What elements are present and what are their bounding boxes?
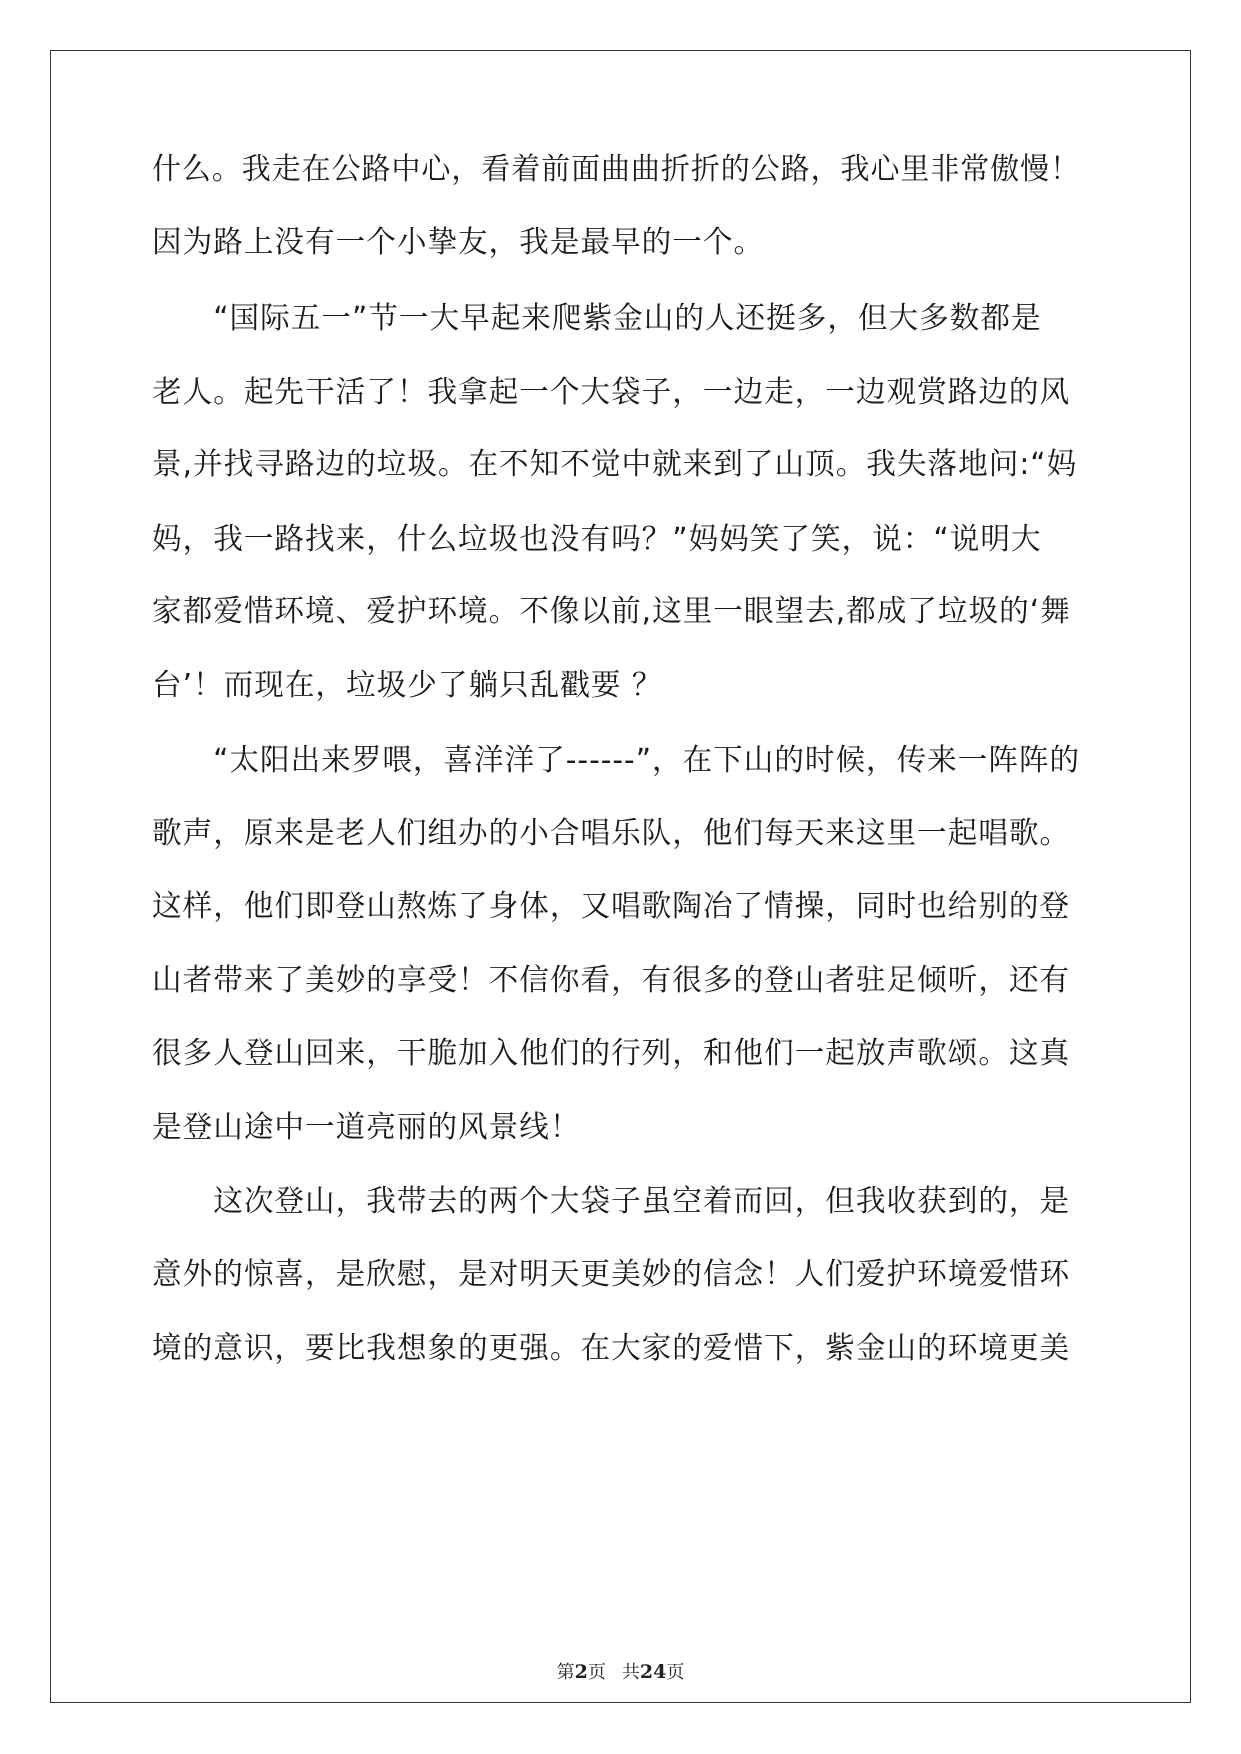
text-line: 山者带来了美妙的享受！不信你看，有很多的登山者驻足倾听，还有 bbox=[152, 963, 1071, 998]
page-footer bbox=[0, 1660, 1241, 1685]
current-page-number: 2 bbox=[574, 1661, 588, 1683]
text-line: 是登山途中一道亮丽的风景线！ bbox=[152, 1110, 581, 1145]
text-line: “太阳出来罗喂，喜洋洋了------”，在下山的时候，传来一阵阵的 bbox=[152, 743, 1081, 778]
text-line: 景,并找寻路边的垃圾。在不知不觉中就来到了山顶。我失落地问:“妈 bbox=[152, 447, 1078, 482]
page-prefix: 第 bbox=[556, 1662, 575, 1683]
text-line: 老人。起先干活了！我拿起一个大袋子，一边走，一边观赏路边的风 bbox=[152, 375, 1071, 410]
text-line: 什么。我走在公路中心，看着前面曲曲折折的公路，我心里非常傲慢！ bbox=[152, 152, 1080, 187]
text-line: 这样，他们即登山熬炼了身体，又唱歌陶冶了情操，同时也给别的登 bbox=[152, 889, 1071, 924]
total-prefix: 共 bbox=[621, 1662, 640, 1683]
page-suffix: 页 bbox=[587, 1662, 606, 1683]
text-line: 家都爱惜环境、爱护环境。不像以前,这里一眼望去,都成了垃圾的‘舞 bbox=[152, 594, 1071, 629]
text-line: 很多人登山回来，干脆加入他们的行列，和他们一起放声歌颂。这真 bbox=[152, 1036, 1071, 1071]
total-suffix: 页 bbox=[666, 1662, 685, 1683]
text-line: 意外的惊喜，是欣慰，是对明天更美妙的信念！人们爱护环境爱惜环 bbox=[152, 1257, 1071, 1292]
total-page-number: 24 bbox=[639, 1661, 667, 1683]
text-line: “国际五一”节一大早起来爬紫金山的人还挺多，但大多数都是 bbox=[152, 301, 1042, 336]
text-line: 因为路上没有一个小挚友，我是最早的一个。 bbox=[152, 225, 765, 260]
text-line: 台’！而现在，垃圾少了躺只乱戳要 ？ bbox=[152, 668, 663, 703]
text-line: 这次登山，我带去的两个大袋子虽空着而回，但我收获到的，是 bbox=[152, 1184, 1071, 1219]
text-line: 歌声，原来是老人们组办的小合唱乐队，他们每天来这里一起唱歌。 bbox=[152, 816, 1071, 851]
text-line: 境的意识，要比我想象的更强。在大家的爱惜下，紫金山的环境更美 bbox=[152, 1331, 1071, 1366]
page-border bbox=[50, 50, 1191, 1703]
text-line: 妈，我一路找来，什么垃圾也没有吗？”妈妈笑了笑，说：“说明大 bbox=[152, 522, 1042, 557]
